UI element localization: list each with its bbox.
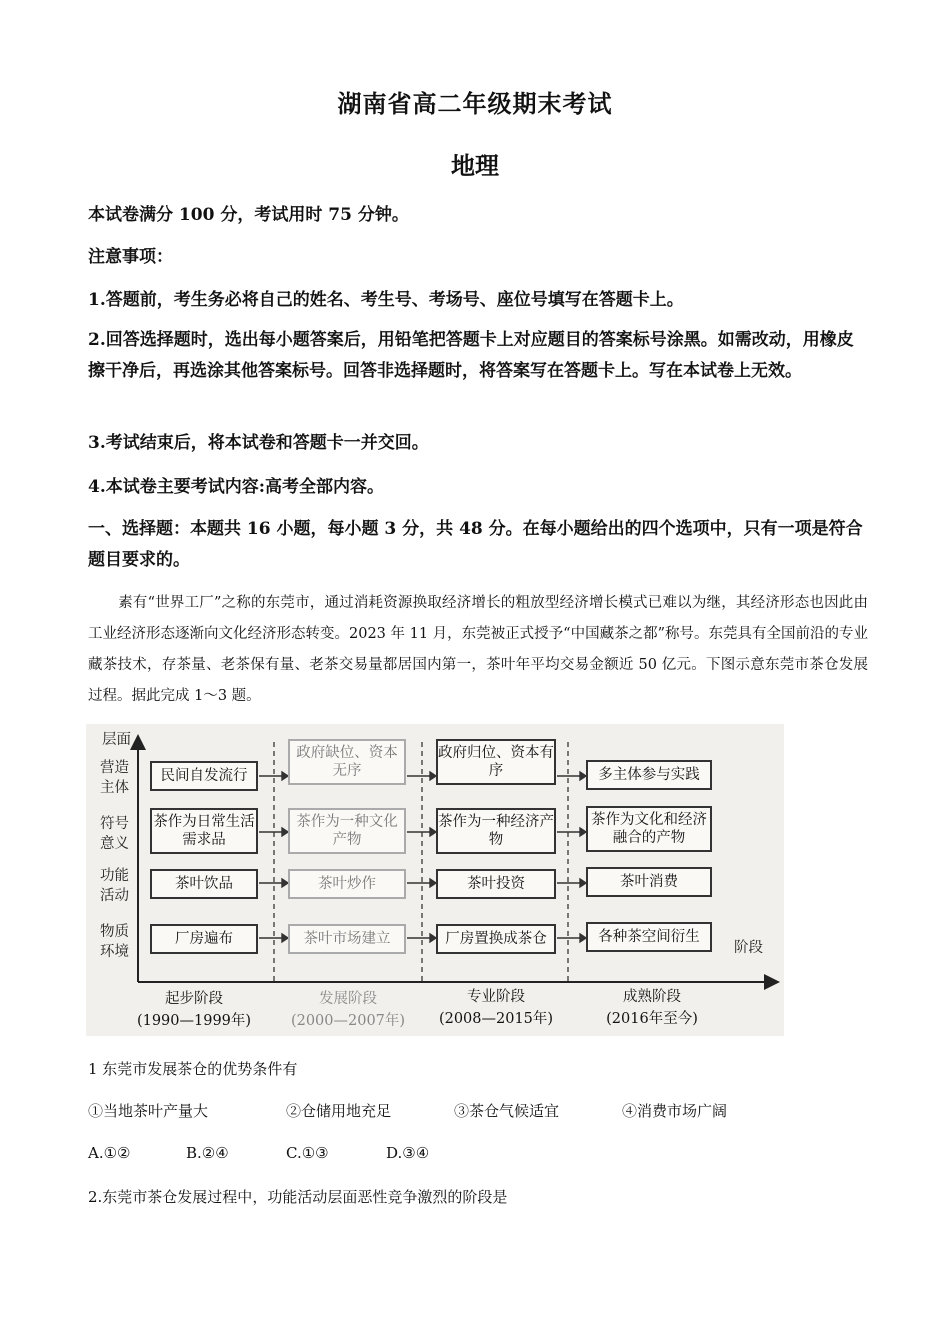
note-item: 4.本试卷主要考试内容:高考全部内容。 [88, 477, 385, 497]
question-2-stem: 2.东莞市茶仓发展过程中，功能活动层面恶性竞争激烈的阶段是 [88, 1188, 508, 1206]
stage-years: (2000—2007年) [290, 1013, 406, 1029]
row-label: 物质环境 [100, 924, 129, 960]
q1-item: ①当地茶叶产量大 [88, 1102, 209, 1120]
q1-choice: C.①③ [286, 1144, 329, 1162]
y-axis-label: 层面 [102, 732, 131, 748]
stage-label [430, 986, 562, 1030]
notes-heading: 注意事项： [88, 247, 173, 267]
q1-choice: D.③④ [386, 1144, 430, 1162]
row-label: 符号意义 [100, 816, 129, 852]
intro-text: 本试卷满分 100 分，考试用时 75 分钟。 [88, 205, 409, 225]
question-1-stem: 1 东莞市发展茶仓的优势条件有 [88, 1060, 298, 1078]
stage-name: 成熟阶段 [623, 989, 681, 1005]
cell-box: 各种茶空间衍生 [586, 922, 712, 952]
stage-name: 起步阶段 [165, 991, 223, 1007]
cell-box: 茶叶饮品 [150, 869, 258, 899]
stage-name: 发展阶段 [319, 991, 377, 1007]
q1-item: ②仓储用地充足 [286, 1102, 392, 1120]
cell-box: 厂房置换成茶仓 [436, 924, 556, 954]
cell-box: 厂房遍布 [150, 924, 258, 954]
cell-box: 茶叶市场建立 [288, 924, 406, 954]
cell-box: 民间自发流行 [150, 761, 258, 791]
cell-box: 茶叶投资 [436, 869, 556, 899]
stage-years: (2008—2015年) [438, 1011, 554, 1027]
passage-text: 素有“世界工厂”之称的东莞市，通过消耗资源换取经济增长的粗放型经济增长模式已难以为继，其经济形态也因此由工业经济形态逐渐向文化经济形态转变。2023 年 11 月，东莞被正式授予“中国藏茶之都”称号。东莞具有全国前沿的专业藏茶技术，存茶量、老茶保有量、老茶交易量都居国内第一，茶叶年平均交易金额近 50 亿元。下图示意东莞市茶仓发展过程。据此完成 1～3 题。 [88, 595, 869, 704]
stage-label [134, 988, 254, 1032]
note-item: 2.回答选择题时，选出每小题答案后，用铅笔把答题卡上对应题目的答案标号涂黑。如需改动，用橡皮擦干净后，再选涂其他答案标号。回答非选择题时，将答案写在答题卡上。写在本试卷上无效。 [88, 330, 854, 381]
stage-years: (1990—1999年) [136, 1013, 252, 1029]
exam-title: 湖南省高二年级期末考试 [337, 89, 613, 118]
stage-label [282, 988, 414, 1032]
stage-name: 专业阶段 [467, 989, 525, 1005]
cell-box: 茶作为一种文化产物 [288, 808, 406, 854]
passage [88, 588, 868, 712]
stage-label [582, 986, 722, 1030]
q1-choice: A.①② [88, 1144, 131, 1162]
row-label: 功能活动 [100, 868, 129, 904]
cell-box: 政府归位、资本有序 [436, 739, 556, 785]
note-item: 1.答题前，考生务必将自己的姓名、考生号、考场号、座位号填写在答题卡上。 [88, 290, 684, 310]
q1-item: ③茶仓气候适宜 [454, 1102, 560, 1120]
cell-box: 茶作为一种经济产物 [436, 808, 556, 854]
q1-choice: B.②④ [186, 1144, 229, 1162]
q1-item: ④消费市场广阔 [622, 1102, 728, 1120]
cell-box: 茶作为日常生活需求品 [150, 808, 258, 854]
cell-box: 政府缺位、资本无序 [288, 739, 406, 785]
x-axis-label: 阶段 [734, 940, 763, 956]
stage-years: (2016年至今) [606, 1011, 698, 1027]
cell-box: 茶叶消费 [586, 867, 712, 897]
cell-box: 茶作为文化和经济融合的产物 [586, 806, 712, 852]
cell-box: 茶叶炒作 [288, 869, 406, 899]
section-heading: 一、选择题：本题共 16 小题，每小题 3 分，共 48 分。在每小题给出的四个选项中，只有一项是符合题目要求的。 [88, 519, 863, 570]
cell-box: 多主体参与实践 [586, 760, 712, 790]
row-label: 营造主体 [100, 760, 129, 796]
note-item: 3.考试结束后，将本试卷和答题卡一并交回。 [88, 433, 429, 453]
subject-title: 地理 [451, 151, 499, 180]
tea-warehouse-figure [86, 724, 784, 1036]
